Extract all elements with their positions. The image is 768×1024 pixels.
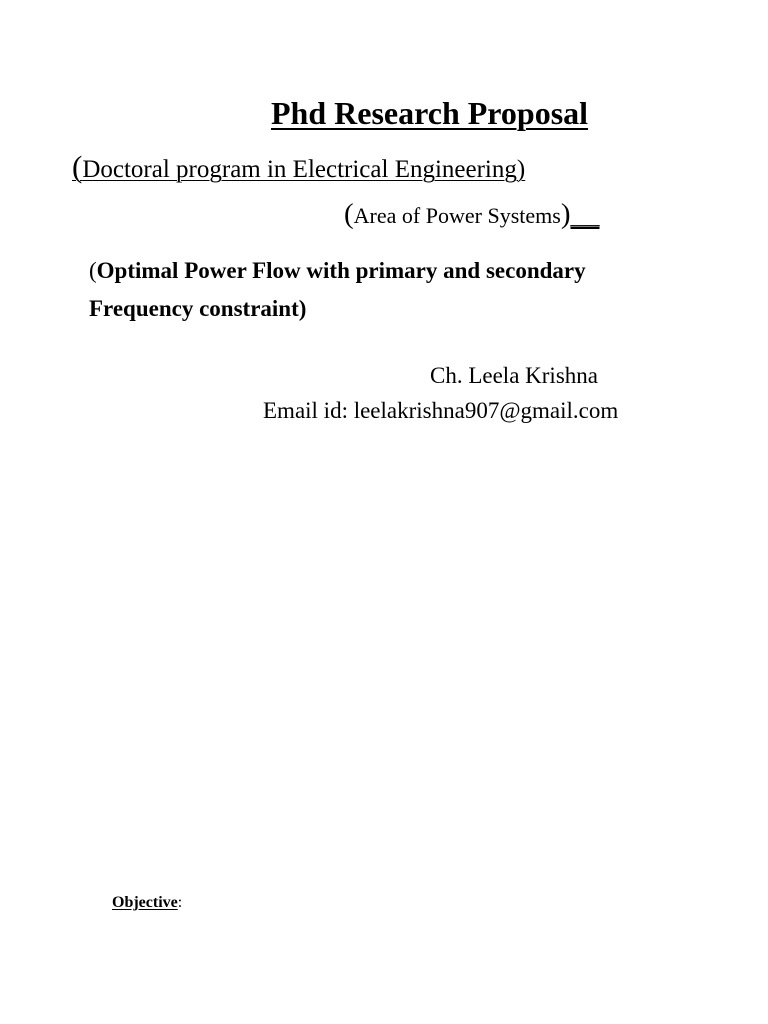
page-title: Phd Research Proposal [271, 95, 589, 131]
program-text: Doctoral program in Electrical Engineering) [82, 156, 526, 183]
area-open-paren: ( [344, 198, 354, 230]
objective-heading [112, 894, 182, 912]
program-open-paren: ( [72, 149, 83, 184]
objective-label: Objective [112, 894, 178, 911]
program-subtitle [72, 149, 525, 185]
author-email: Email id: leelakrishna907@gmail.com [263, 398, 619, 423]
topic-text: Optimal Power Flow with primary and secondary Frequency constraint) [89, 258, 586, 321]
author-name: Ch. Leela Krishna [430, 363, 598, 388]
area-close-paren: ) [560, 198, 571, 230]
area-text: Area of Power Systems [353, 203, 561, 228]
research-topic [89, 252, 609, 328]
objective-colon: : [177, 894, 183, 911]
area-trailing-underscores: __ [570, 198, 600, 230]
area-subtitle [344, 198, 599, 231]
topic-open-paren: ( [89, 258, 97, 283]
